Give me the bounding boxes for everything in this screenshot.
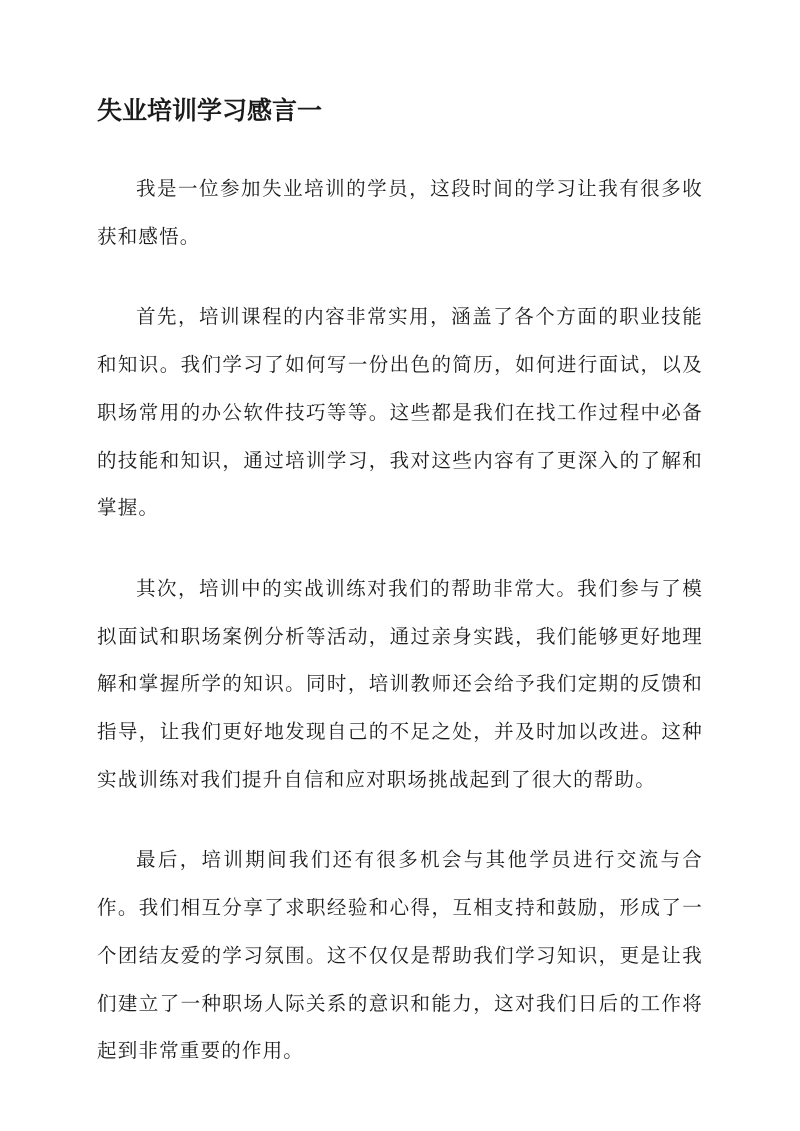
document-title: 失业培训学习感言一 xyxy=(97,96,323,125)
paragraph-second-point: 其次，培训中的实战训练对我们的帮助非常大。我们参与了模拟面试和职场案例分析等活动，通过亲身实践，我们能够更好地理解和掌握所学的知识。同时，培训教师还会给予我们定期的反馈和指导，让我们更好地发现自己的不足之处，并及时加以改进。这种实战训练对我们提升自信和应对职场挑战起到了很大的帮助。 xyxy=(97,576,703,791)
document-body xyxy=(97,165,703,1108)
paragraph-intro: 我是一位参加失业培训的学员，这段时间的学习让我有很多收获和感悟。 xyxy=(97,177,703,248)
paragraph-first-point: 首先，培训课程的内容非常实用，涵盖了各个方面的职业技能和知识。我们学习了如何写一份出色的简历，如何进行面试，以及职场常用的办公软件技巧等等。这些都是我们在找工作过程中必备的技能和知识，通过培训学习，我对这些内容有了更深入的了解和掌握。 xyxy=(97,305,703,520)
paragraph-last-point: 最后，培训期间我们还有很多机会与其他学员进行交流与合作。我们相互分享了求职经验和心得，互相支持和鼓励，形成了一个团结友爱的学习氛围。这不仅仅是帮助我们学习知识，更是让我们建立了一种职场人际关系的意识和能力，这对我们日后的工作将起到非常重要的作用。 xyxy=(97,848,703,1063)
